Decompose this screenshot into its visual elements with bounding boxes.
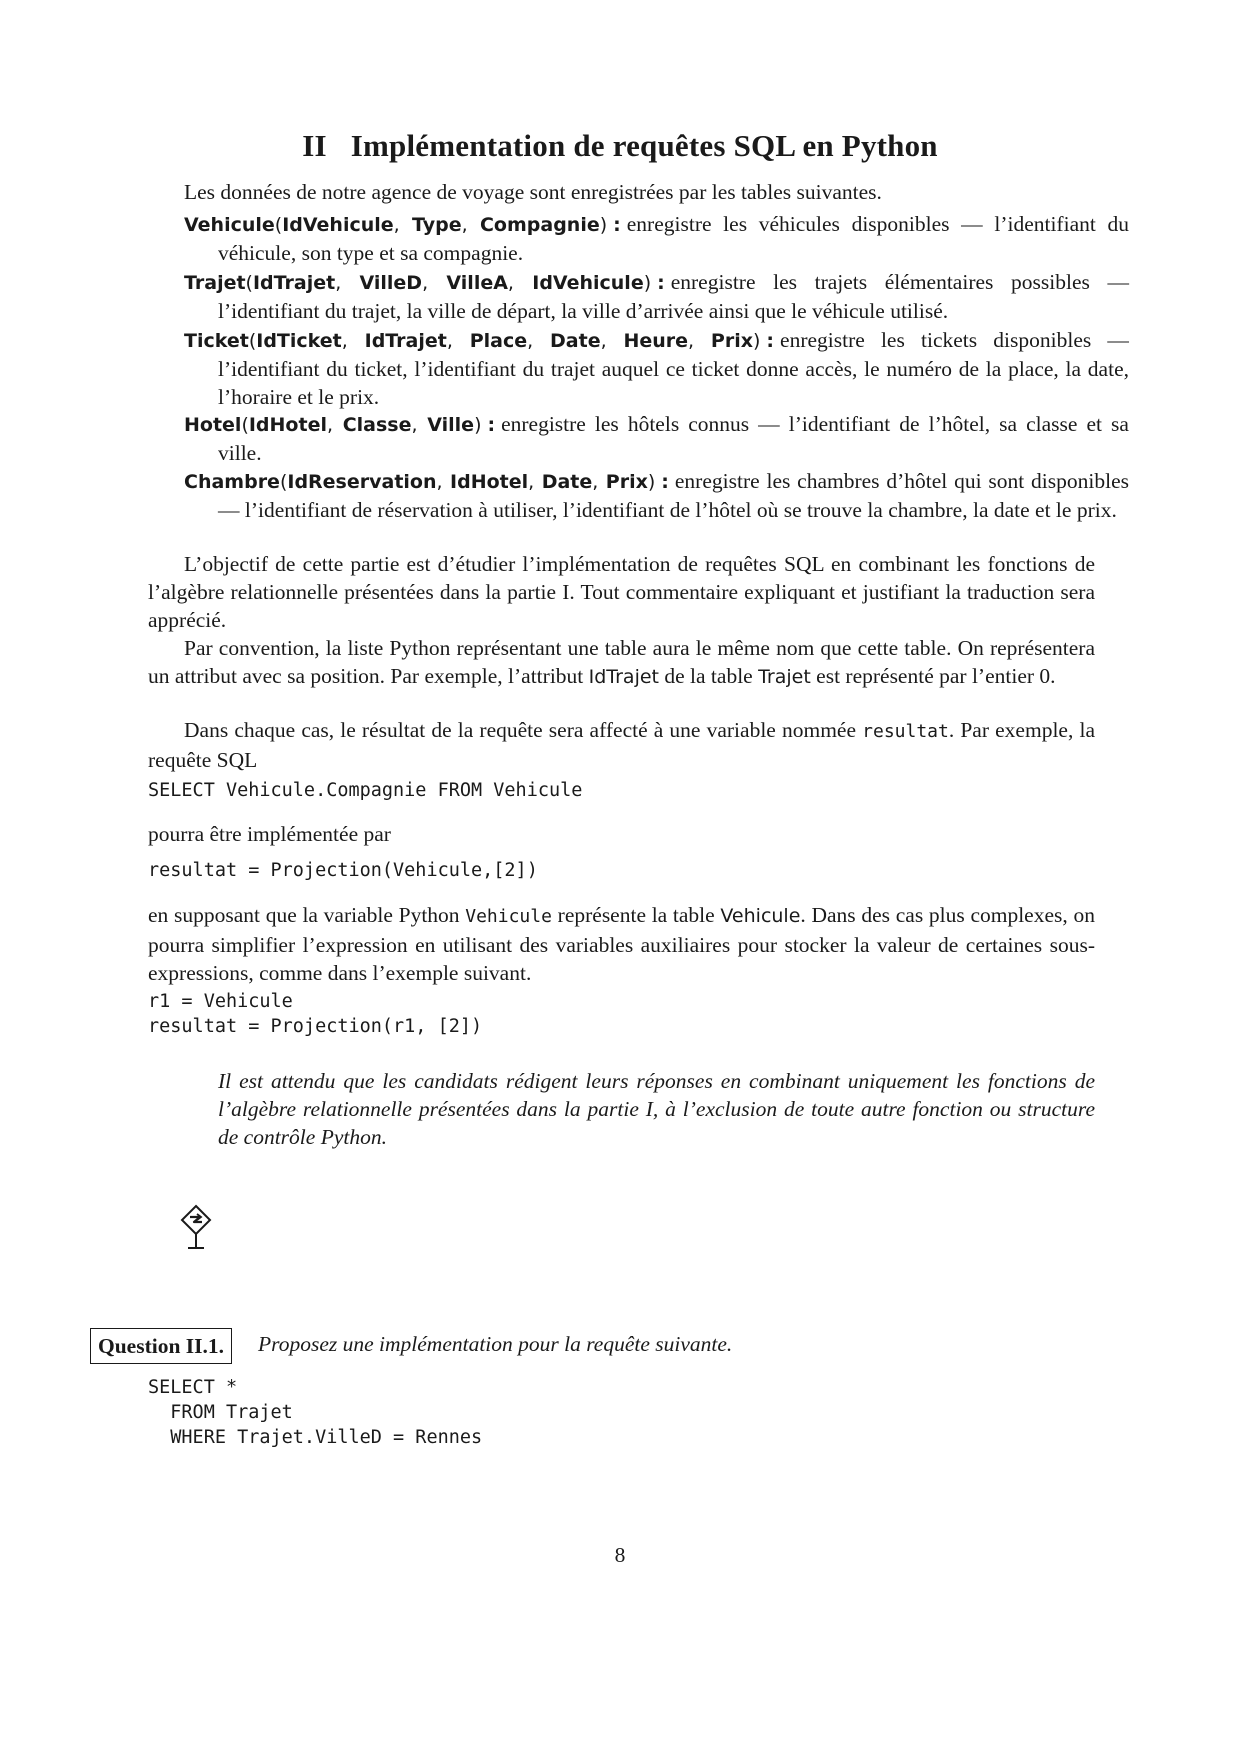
question-code-line-3: WHERE Trajet.VilleD = Rennes [148,1427,483,1448]
inline-variable: Vehicule [465,906,552,927]
question-text: Proposez une implémentation pour la requête suivante. [258,1332,733,1356]
section-title [0,128,1240,164]
assume-paragraph: en supposant que la variable Python Vehicule représente la table Vehicule. Dans des cas plus complexes, on pourra simplifier l’expression en utilisant des variables auxiliaires pour stocker la valeur de certaines sous-expressions, comme dans l’exemple suivant. [148,903,1095,985]
section-title-text: Implémentation de requêtes SQL en Python [350,128,938,163]
schema-vehicule [184,210,1129,267]
aux-example-code-line-2: resultat = Projection(r1, [2]) [148,1016,483,1037]
schema-description: enregistre les trajets élémentaires possibles — l’identifiant du trajet, la ville de départ, la ville d’arrivée ainsi que le véhicule utilisé. [218,270,1129,323]
result-paragraph: Dans chaque cas, le résultat de la requête sera affecté à une variable nommée resultat. Par exemple, la requête SQL [148,718,1095,772]
warning-note: Il est attendu que les candidats rédigent leurs réponses en combinant uniquement les fonctions de l’algèbre relationnelle présentées dans la partie I, à l’exclusion de toute autre fonction ou structure de contrôle Python. [218,1069,1095,1149]
question-code-line-1: SELECT * [148,1377,238,1398]
schema-hotel [184,410,1129,467]
aux-example-code-line-1: r1 = Vehicule [148,991,293,1012]
convention-paragraph: Par convention, la liste Python représentant une table aura le même nom que cette table. On représentera un attribut avec sa position. Par exemple, l’attribut IdTrajet de la table Trajet est représenté par l’entier 0. [148,636,1095,688]
intro-paragraph: Les données de notre agence de voyage sont enregistrées par les tables suivantes. [184,180,882,204]
warning-sign-icon [180,1204,212,1252]
inline-table: Vehicule [720,905,801,927]
schema-trajet [184,268,1129,325]
schema-description: enregistre les tickets disponibles — l’identifiant du ticket, l’identifiant du trajet auquel ce ticket donne accès, le numéro de la place, la date, l’horaire et le prix. [218,328,1129,409]
question-code-line-2: FROM Trajet [148,1402,293,1423]
schema-chambre [184,467,1129,524]
schema-ticket [184,326,1129,411]
inline-variable: resultat [862,721,949,742]
python-example-code: resultat = Projection(Vehicule,[2]) [148,860,538,881]
objective-paragraph: L’objectif de cette partie est d’étudier l’implémentation de requêtes SQL en combinant les fonctions de l’algèbre relationnelle présentées dans la partie I. Tout commentaire expliquant et justifiant la traduction sera apprécié. [148,552,1095,632]
section-number: II [302,128,327,163]
schema-signature: Ticket(IdTicket, IdTrajet, Place, Date, Heure, Prix) : [184,330,775,352]
inline-attribute: IdTrajet [588,666,659,688]
sql-example-code: SELECT Vehicule.Compagnie FROM Vehicule [148,780,583,801]
inline-table: Trajet [758,666,811,688]
schema-description: enregistre les véhicules disponibles — l’identifiant du véhicule, son type et sa compagnie. [218,212,1129,265]
question-label: Question II.1. [90,1328,232,1364]
implemented-by-text: pourra être implémentée par [148,822,391,846]
page-number: 8 [614,1543,626,1567]
schema-signature: Hotel(IdHotel, Classe, Ville) : [184,414,496,436]
schema-signature: Vehicule(IdVehicule, Type, Compagnie) : [184,214,621,236]
schema-description: enregistre les chambres d’hôtel qui sont disponibles — l’identifiant de réservation à utiliser, l’identifiant de l’hôtel où se trouve la chambre, la date et le prix. [218,469,1129,522]
schema-description: enregistre les hôtels connus — l’identifiant de l’hôtel, sa classe et sa ville. [218,412,1129,465]
schema-signature: Chambre(IdReservation, IdHotel, Date, Prix) : [184,471,669,493]
schema-signature: Trajet(IdTrajet, VilleD, VilleA, IdVehicule) : [184,272,665,294]
